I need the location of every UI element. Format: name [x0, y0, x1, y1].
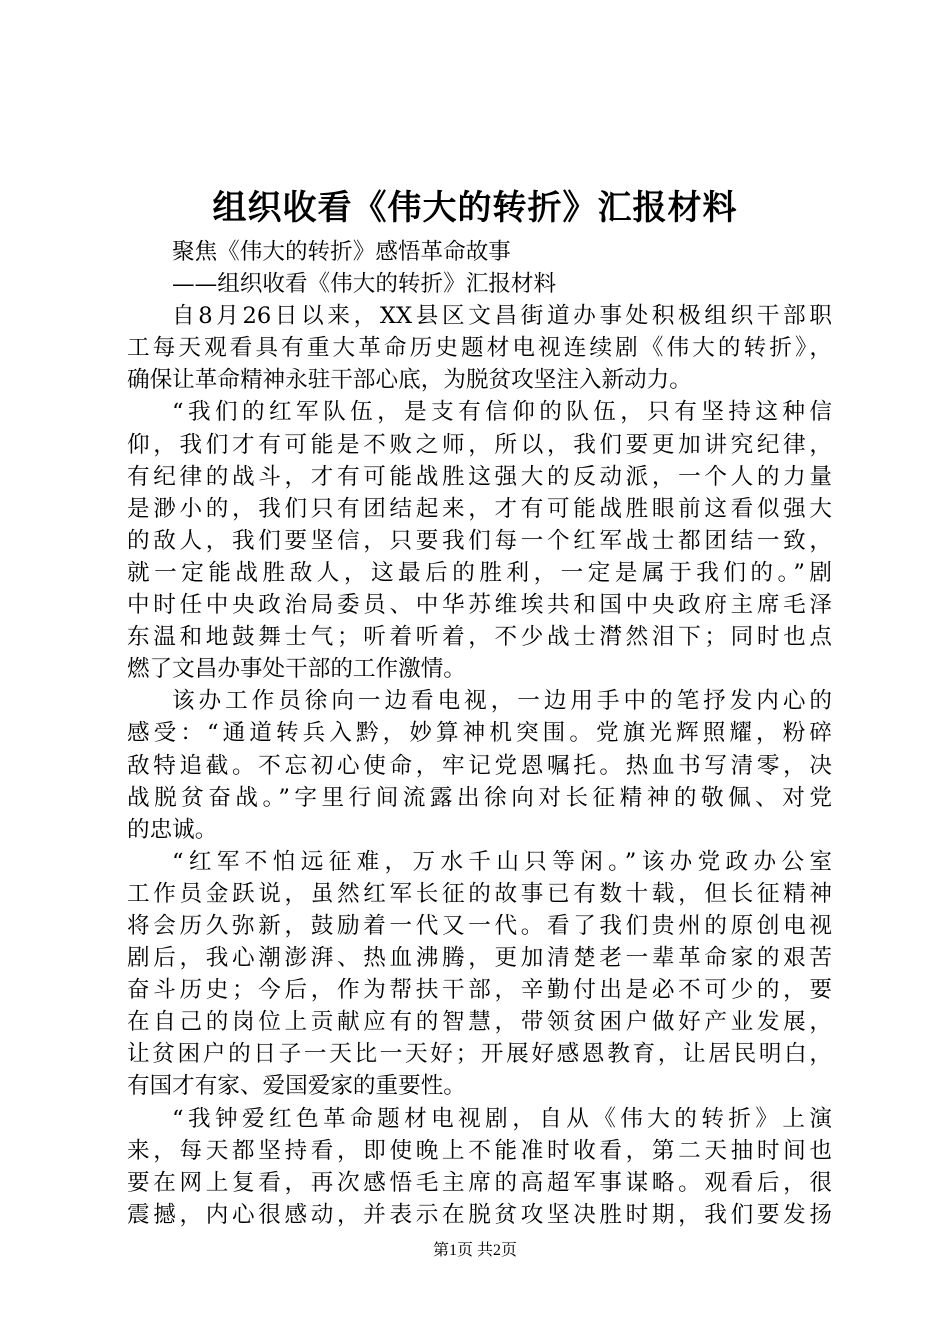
text-line: 中时任中央政治局委员、中华苏维埃共和国中央政府主席毛泽 [127, 592, 832, 619]
text-line: 自8月26日以来，XX县区文昌街道办事处积极组织干部职 [172, 303, 832, 330]
page-footer: 第1页 共2页 [432, 1242, 517, 1259]
text-line: 震撼，内心很感动，并表示在脱贫攻坚决胜时期，我们要发扬 [127, 1201, 832, 1228]
text-line: “我们的红军队伍，是支有信仰的队伍，只有坚持这种信 [172, 399, 832, 426]
text-line: “我钟爱红色革命题材电视剧，自从《伟大的转折》上演 [172, 1105, 832, 1132]
text-line: 来，每天都坚持看，即使晚上不能准时收看，第二天抽时间也 [127, 1137, 832, 1164]
text-line: 将会历久弥新，鼓励着一代又一代。看了我们贵州的原创电视 [127, 912, 832, 939]
text-line: “红军不怕远征难，万水千山只等闲。”该办党政办公室 [172, 848, 832, 875]
text-line: 是渺小的，我们只有团结起来，才有可能战胜眼前这看似强大 [127, 495, 832, 522]
text-line: 剧后，我心潮澎湃、热血沸腾，更加清楚老一辈革命家的艰苦 [127, 945, 832, 972]
text-line: 的忠诚。 [127, 816, 218, 843]
text-line: 的敌人，我们要坚信，只要我们每一个红军战士都团结一致， [127, 527, 832, 554]
text-line: 燃了文昌办事处干部的工作激情。 [127, 656, 466, 683]
text-line: 让贫困户的日子一天比一天好；开展好感恩教育，让居民明白， [127, 1041, 832, 1068]
subtitle-secondary: ——组织收看《伟大的转折》汇报材料 [172, 271, 557, 298]
subtitle: 聚焦《伟大的转折》感悟革命故事 [172, 239, 511, 265]
text-line: 有国才有家、爱国爱家的重要性。 [127, 1073, 466, 1100]
text-line: 就一定能战胜敌人，这最后的胜利，一定是属于我们的。”剧 [127, 559, 832, 586]
text-line: 敌特追截。不忘初心使命，牢记党恩嘱托。热血书写清零，决 [127, 752, 832, 779]
text-line: 有纪律的战斗，才有可能战胜这强大的反动派，一个人的力量 [127, 463, 832, 490]
text-line: 战脱贫奋战。”字里行间流露出徐向对长征精神的敬佩、对党 [127, 784, 832, 811]
text-line: 要在网上复看，再次感悟毛主席的高超军事谋略。观看后，很 [127, 1169, 832, 1196]
text-line: 东温和地鼓舞士气；听着听着，不少战士潸然泪下；同时也点 [127, 624, 832, 651]
text-line: 该办工作员徐向一边看电视，一边用手中的笔抒发内心的 [172, 688, 832, 715]
document-body [127, 236, 832, 1231]
text-line: 工作员金跃说，虽然红军长征的故事已有数十载，但长征精神 [127, 880, 832, 907]
text-line: 仰，我们才有可能是不败之师，所以，我们要更加讲究纪律， [127, 431, 832, 458]
text-line: 在自己的岗位上贡献应有的智慧，带领贫困户做好产业发展， [127, 1009, 832, 1036]
document-title: 组织收看《伟大的转折》汇报材料 [212, 188, 738, 228]
text-line: 工每天观看具有重大革命历史题材电视连续剧《伟大的转折》， [127, 335, 832, 362]
text-line: 确保让革命精神永驻干部心底，为脱贫攻坚注入新动力。 [127, 367, 692, 394]
text-line: 奋斗历史；今后，作为帮扶干部，辛勤付出是必不可少的，要 [127, 977, 832, 1004]
text-line: 感受：“通道转兵入黔，妙算神机突围。党旗光辉照耀，粉碎 [127, 720, 832, 747]
